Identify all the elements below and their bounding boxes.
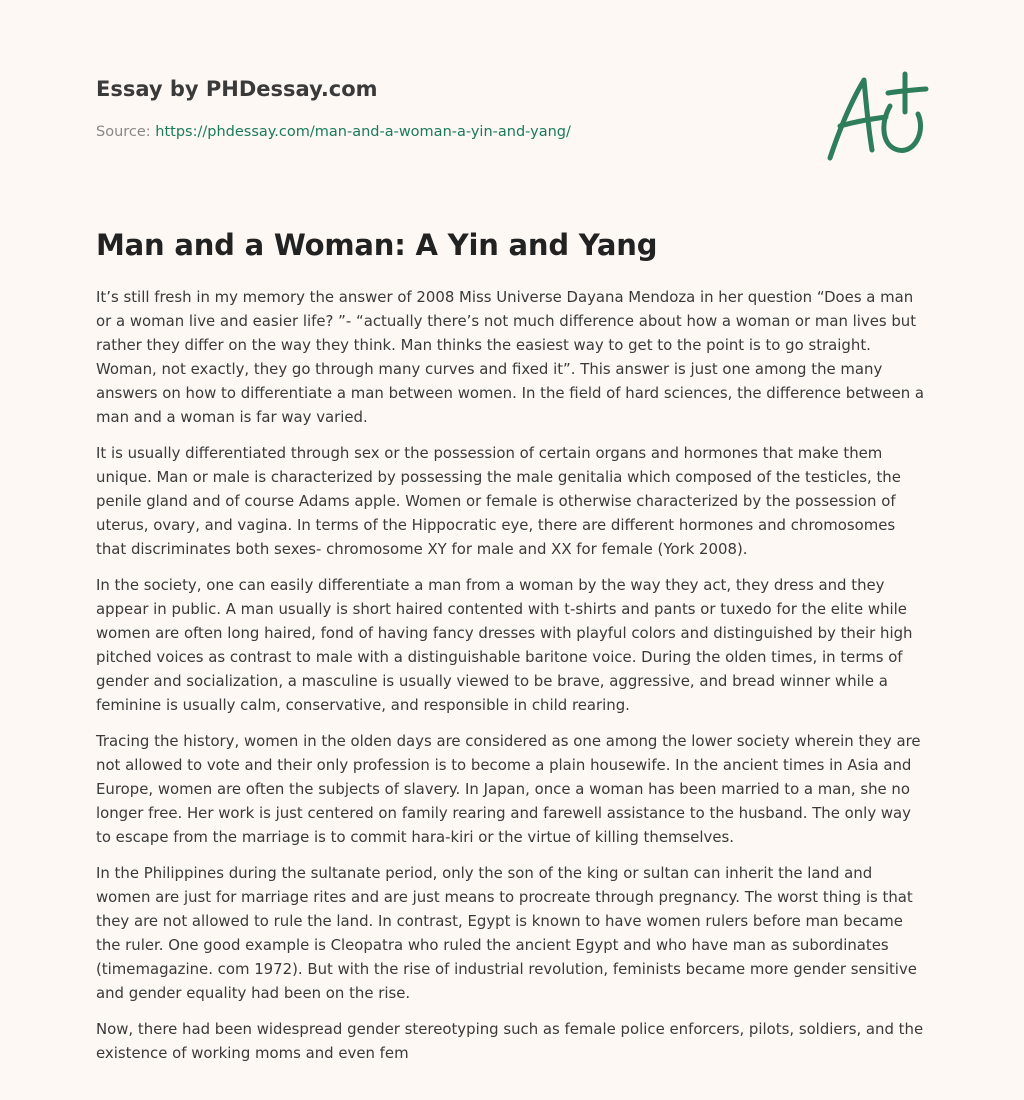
essay-paragraph: In the society, one can easily differentiate a man from a woman by the way they act, they dress and they appear in public. A man usually is short haired contented with t-shirts and pants or tuxedo for the elite while women are often long haired, fond of having fancy dresses with playful colors and distinguished by their high pitched voices as contrast to male with a distinguishable baritone voice. During the olden times, in terms of gender and socialization, a masculine is usually viewed to be brave, aggressive, and bread winner while a feminine is usually calm, conservative, and responsible in child rearing. (96, 576, 913, 714)
logo-swirl (884, 106, 921, 150)
essay-paragraph: It is usually differentiated through sex or the possession of certain organs and hormones that make them unique. Man or male is characterized by possessing the male genitalia which composed of the testicles, the penile gland and of course Adams apple. Women or female is otherwise characterized by the possession of uterus, ovary, and vagina. In terms of the Hippocratic eye, there are different hormones and chromosomes that discriminates both sexes- chromosome XY for male and XX for female (York 2008). (96, 444, 901, 558)
essay-body (96, 285, 928, 1077)
essay-paragraph: Tracing the history, women in the olden days are considered as one among the lower society wherein they are not allowed to vote and their only profession is to become a plain housewife. In the ancient times in Asia and Europe, women are often the subjects of slavery. In Japan, once a woman has been married to a man, she no longer free. Her work is just centered on family rearing and farewell assistance to the husband. The only way to escape from the marriage is to commit hara-kiri or the virtue of killing themselves. (96, 732, 921, 846)
a-plus-logo-icon (822, 66, 932, 166)
source-label: Source: (96, 124, 156, 140)
essay-paragraph: It’s still fresh in my memory the answer of 2008 Miss Universe Dayana Mendoza in her question “Does a man or a woman live and easier life? ”- “actually there’s not much difference about how a woman or man lives but rather they differ on the way they think. Man thinks the easiest way to get to the point is to go straight. Woman, not exactly, they go through many curves and fixed it”. This answer is just one among the many answers on how to differentiate a man between women. In the field of hard sciences, the difference between a man and a woman is far way varied. (96, 288, 925, 426)
site-brand: Essay by PHDessay.com (96, 77, 378, 101)
essay-paragraph: Now, there had been widespread gender stereotyping such as female police enforcers, pilots, soldiers, and the existence of working moms and even fem (96, 1020, 924, 1062)
source-link[interactable]: https://phdessay.com/man-and-a-woman-a-yin-and-yang/ (155, 124, 571, 140)
logo-plus-horizontal (888, 89, 926, 93)
essay-title: Man and a Woman: A Yin and Yang (96, 228, 658, 262)
source-line (96, 124, 571, 140)
essay-paragraph: In the Philippines during the sultanate period, only the son of the king or sultan can inherit the land and women are just for marriage rites and are just means to procreate through pregnancy. The worst thing is that they are not allowed to rule the land. In contrast, Egypt is known to have women rulers before man became the ruler. One good example is Cleopatra who ruled the ancient Egypt and who have man as subordinates (timemagazine. com 1972). But with the rise of industrial revolution, feminists became more gender sensitive and gender equality had been on the rise. (96, 864, 917, 1002)
